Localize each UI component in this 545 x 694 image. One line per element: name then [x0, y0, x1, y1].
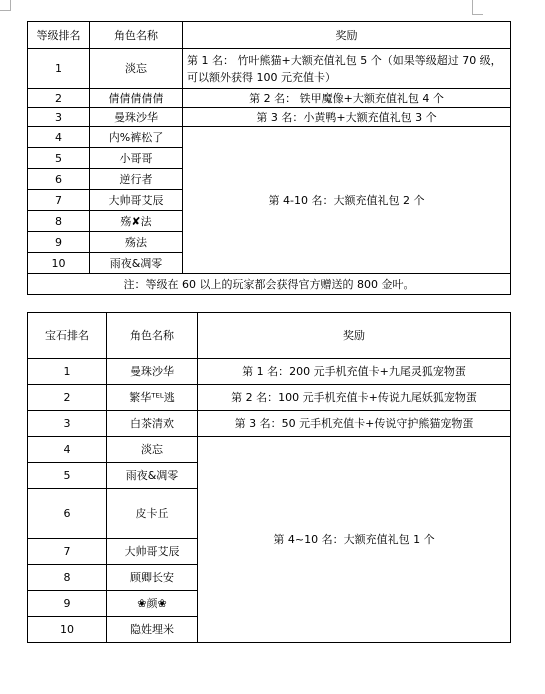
rank-cell: 1 [28, 49, 90, 89]
rank-cell: 2 [28, 385, 107, 411]
rank-cell: 4 [28, 437, 107, 463]
role-name-cell: 小哥哥 [90, 148, 183, 169]
role-name-cell: 曼珠沙华 [107, 359, 198, 385]
reward-cell: 第 2 名：100 元手机充值卡+传说九尾妖狐宠物蛋 [198, 385, 511, 411]
rank-cell: 7 [28, 190, 90, 211]
table-row [28, 49, 511, 89]
role-name-cell: 曼珠沙华 [90, 108, 183, 127]
rank-cell: 10 [28, 253, 90, 274]
role-name-cell: 大帅哥艾辰 [90, 190, 183, 211]
role-name-cell: 顾卿长安 [107, 565, 198, 591]
rank-cell: 1 [28, 359, 107, 385]
header-rank: 等级排名 [28, 22, 90, 49]
reward-cell: 第 4-10 名：大额充值礼包 2 个 [183, 127, 511, 274]
table-row [28, 89, 511, 108]
rank-cell: 4 [28, 127, 90, 148]
gem-ranking-table [27, 312, 511, 643]
role-name-cell: 雨夜&凋零 [107, 463, 198, 489]
rank-cell: 10 [28, 617, 107, 643]
rank-cell: 3 [28, 411, 107, 437]
role-name-cell: 雨夜&凋零 [90, 253, 183, 274]
header-role-name: 角色名称 [90, 22, 183, 49]
table-row [28, 437, 511, 463]
role-name-cell: 逆行者 [90, 169, 183, 190]
reward-cell: 第 2 名： 铁甲魔像+大额充值礼包 4 个 [183, 89, 511, 108]
rank-cell: 8 [28, 565, 107, 591]
header-row [28, 313, 511, 359]
role-name-cell: 内%裤松了 [90, 127, 183, 148]
table-row [28, 411, 511, 437]
page-corner-mark-left [0, 0, 11, 11]
role-name-cell: 殇法 [90, 232, 183, 253]
level-ranking-table [27, 21, 511, 295]
role-name-cell: 淡忘 [90, 49, 183, 89]
header-row [28, 22, 511, 49]
page-corner-mark-right [472, 0, 483, 15]
header-reward: 奖励 [183, 22, 511, 49]
role-name-cell: 淡忘 [107, 437, 198, 463]
table-row [28, 359, 511, 385]
role-name-cell: ❀颜❀ [107, 591, 198, 617]
reward-cell: 第 4~10 名：大额充值礼包 1 个 [198, 437, 511, 643]
table-row [28, 127, 511, 148]
role-name-cell: 倩倩倩倩倩 [90, 89, 183, 108]
rank-cell: 6 [28, 489, 107, 539]
reward-cell: 第 1 名：200 元手机充值卡+九尾灵狐宠物蛋 [198, 359, 511, 385]
role-name-cell: 白茶清欢 [107, 411, 198, 437]
role-name-cell: 殇✘法 [90, 211, 183, 232]
role-name-cell: 繁华ᵀᴱᴸ逃 [107, 385, 198, 411]
header-reward: 奖励 [198, 313, 511, 359]
rank-cell: 5 [28, 148, 90, 169]
rank-cell: 5 [28, 463, 107, 489]
table-row [28, 385, 511, 411]
role-name-cell: 大帅哥艾辰 [107, 539, 198, 565]
role-name-cell: 皮卡丘 [107, 489, 198, 539]
table-row [28, 108, 511, 127]
role-name-cell: 隐姓埋米 [107, 617, 198, 643]
note-cell: 注：等级在 60 以上的玩家都会获得官方赠送的 800 金叶。 [28, 274, 511, 295]
header-rank: 宝石排名 [28, 313, 107, 359]
reward-cell: 第 1 名： 竹叶熊猫+大额充值礼包 5 个（如果等级超过 70 级，可以额外获得 100 元充值卡） [183, 49, 511, 89]
rank-cell: 9 [28, 591, 107, 617]
rank-cell: 7 [28, 539, 107, 565]
reward-cell: 第 3 名：50 元手机充值卡+传说守护熊猫宠物蛋 [198, 411, 511, 437]
rank-cell: 9 [28, 232, 90, 253]
rank-cell: 6 [28, 169, 90, 190]
header-role-name: 角色名称 [107, 313, 198, 359]
rank-cell: 3 [28, 108, 90, 127]
note-row [28, 274, 511, 295]
rank-cell: 2 [28, 89, 90, 108]
reward-cell: 第 3 名：小黄鸭+大额充值礼包 3 个 [183, 108, 511, 127]
rank-cell: 8 [28, 211, 90, 232]
